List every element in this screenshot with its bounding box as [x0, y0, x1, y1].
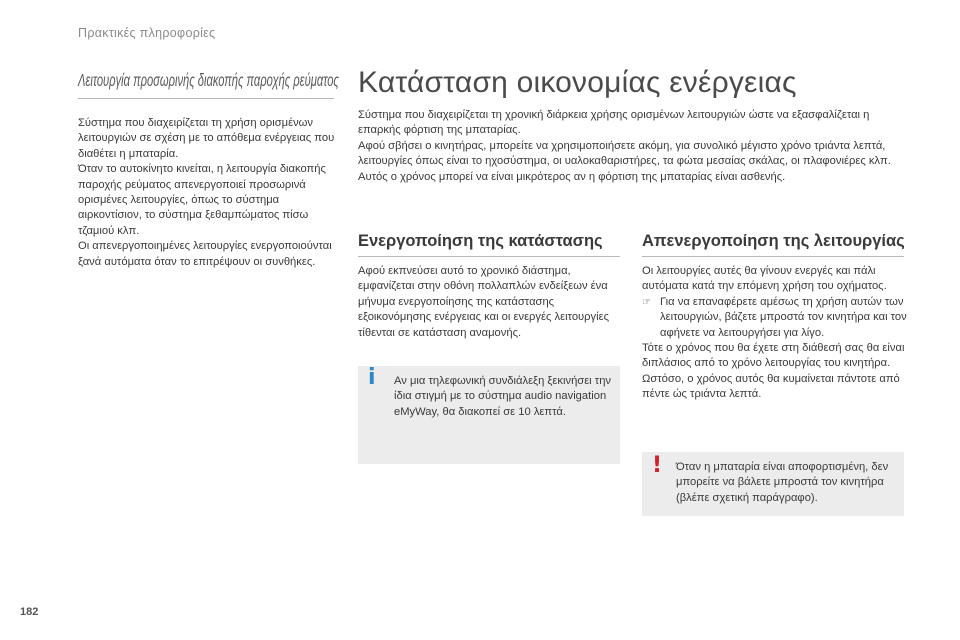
- deactivation-title: Απενεργοποίηση της λειτουργίας: [642, 232, 905, 250]
- deactivation-text: [642, 264, 908, 403]
- main-title: Κατάσταση οικονομίας ενέργειας: [358, 66, 797, 99]
- section-header: Πρακτικές πληροφορίες: [78, 26, 216, 40]
- deactivation-paragraph: Τότε ο χρόνος που θα έχετε στη διάθεσή σας θα είναι διπλάσιος από το χρόνο λειτουργίας του κινητήρα. Ωστόσο, ο χρόνος αυτός θα κυμαίνεται πάντοτε από πέντε ώς τριάντα λεπτά.: [642, 342, 905, 401]
- intro-paragraph: Αφού σβήσει ο κινητήρας, μπορείτε να χρησιμοποιήσετε ακόμη, για συνολικό μέγιστο χρόνο τριάντα λεπτά, λειτουργίες όπως είναι το ηχοσύστημα, οι υαλοκαθαριστήρες, τα φώτα μεσαίας σκάλας, οι πλαφονιέρες κλπ.: [358, 139, 891, 168]
- page-number: 182: [20, 606, 39, 618]
- warning-note: [642, 452, 904, 516]
- left-column-title: Λειτουργία προσωρινής διακοπής παροχής ρεύματος: [78, 70, 339, 90]
- left-column-body: [78, 116, 340, 270]
- activation-text: [358, 264, 624, 341]
- info-icon: i: [368, 365, 376, 390]
- activation-paragraph: Αφού εκπνεύσει αυτό το χρονικό διάστημα, εμφανίζεται στην οθόνη πολλαπλών ενδείξεων ένα μήνυμα ενεργοποίησης της κατάστασης εξοικονόμησης ενέργειας και οι ενεργές λειτουργίες τίθενται σε κατάσταση αναμονής.: [358, 265, 609, 339]
- left-paragraph: Οι απενεργοποιημένες λειτουργίες ενεργοποιούνται ξανά αυτόματα όταν το επιτρέψουν οι συνθήκες.: [78, 240, 332, 268]
- deactivation-bullet: [642, 295, 908, 341]
- info-note: [358, 366, 620, 464]
- activation-title-divider: [358, 256, 620, 257]
- intro-paragraph: Σύστημα που διαχειρίζεται τη χρονική διάρκεια χρήσης ορισμένων λειτουργιών ώστε να εξασφαλίζεται η επαρκής φόρτιση της μπαταρίας.: [358, 109, 870, 137]
- activation-title: Ενεργοποίηση της κατάστασης: [358, 232, 603, 250]
- deactivation-title-divider: [642, 256, 904, 257]
- warning-note-text: Όταν η μπαταρία είναι αποφορτισμένη, δεν μπορείτε να βάλετε μπροστά τον κινητήρα (βλέπε σχετική παράγραφο).: [676, 461, 889, 504]
- left-paragraph: Σύστημα που διαχειρίζεται τη χρήση ορισμένων λειτουργιών σε σχέση με το απόθεμα ενέργειας που διαθέτει η μπαταρία.: [78, 117, 335, 160]
- pointing-hand-icon: ☞: [642, 296, 651, 308]
- info-note-text: Αν μια τηλεφωνική συνδιάλεξη ξεκινήσει την ίδια στιγμή με το σύστημα audio navigation eMyWay, θα διακοπεί σε 10 λεπτά.: [394, 375, 612, 418]
- warning-icon: !: [652, 453, 663, 478]
- left-paragraph: Όταν το αυτοκίνητο κινείται, η λειτουργία διακοπής παροχής ρεύματος απενεργοποιεί προσωρινά ορισμένες λειτουργίες, όπως το σύστημα αιρκοντίσιον, το σύστημα ξεθαμπώματος πίσω τζαμιού κλπ.: [78, 163, 326, 237]
- deactivation-bullet-text: Για να επαναφέρετε αμέσως τη χρήση αυτών των λειτουργιών, βάζετε μπροστά τον κινητήρα και τον αφήνετε να λειτουργήσει για λίγο.: [660, 295, 907, 339]
- intro-paragraph: Αυτός ο χρόνος μπορεί να είναι μικρότερος αν η φόρτιση της μπαταρίας είναι ασθενής.: [358, 170, 786, 183]
- main-intro: [358, 108, 908, 185]
- left-title-divider: [78, 98, 334, 99]
- deactivation-paragraph: Οι λειτουργίες αυτές θα γίνουν ενεργές και πάλι αυτόματα κατά την επόμενη χρήση του οχήματος.: [642, 265, 887, 293]
